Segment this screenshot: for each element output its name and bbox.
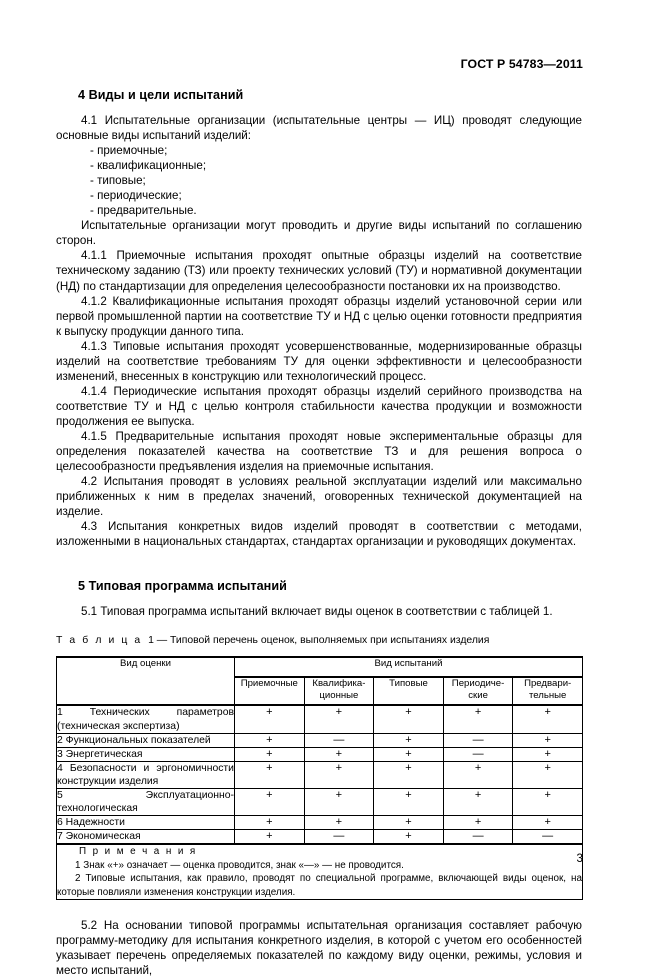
- list-item: - периодические;: [90, 189, 182, 203]
- row-mark: +: [443, 816, 513, 830]
- table-caption: [56, 634, 582, 648]
- row-mark: +: [374, 705, 444, 733]
- notes-title: П р и м е ч а н и я: [79, 846, 198, 858]
- table-header-periodic: Периодиче- ские: [443, 677, 513, 705]
- row-mark: —: [443, 733, 513, 747]
- list-item: - квалификационные;: [90, 159, 207, 173]
- section-5-title: 5 Типовая программа испытаний: [78, 579, 287, 594]
- row-mark: +: [374, 761, 444, 788]
- row-mark: +: [374, 747, 444, 761]
- paragraph-4-1-2: 4.1.2 Квалификационные испытания проходят образцы изделий установочной серии или первой промышленной партии на соответствие ТУ и НД с целью оценки готовности предприятия к выпуску продукции данного типа.: [56, 294, 582, 338]
- row-mark: +: [304, 816, 374, 830]
- row-mark: +: [304, 761, 374, 788]
- row-mark: +: [304, 705, 374, 733]
- running-header: ГОСТ Р 54783—2011: [460, 57, 583, 71]
- row-mark: +: [235, 705, 305, 733]
- page-number: 3: [576, 852, 583, 865]
- table-header-row-1: [57, 657, 583, 677]
- table-caption-text: — Типовой перечень оценок, выполняемых при испытаниях изделия: [156, 635, 490, 647]
- row-mark: +: [235, 816, 305, 830]
- paragraph-other-tests: Испытательные организации могут проводить и другие виды испытаний по соглашению сторон.: [56, 219, 582, 248]
- row-mark: +: [443, 705, 513, 733]
- row-mark: —: [304, 733, 374, 747]
- row-mark: +: [304, 747, 374, 761]
- table-header-qualification: Квалифика- ционные: [304, 677, 374, 705]
- row-mark: +: [235, 788, 305, 815]
- row-label: 3 Энергетическая: [57, 747, 235, 761]
- paragraph-5-1: 5.1 Типовая программа испытаний включает виды оценок в соответствии с таблицей 1.: [81, 605, 553, 619]
- paragraph-4-3: 4.3 Испытания конкретных видов изделий проводят в соответствии с методами, изложенными в национальных стандартах, стандартах организации и руководящих документах.: [56, 520, 582, 549]
- row-mark: +: [374, 788, 444, 815]
- row-label: 2 Функциональных показателей: [57, 733, 235, 747]
- table-row: [57, 830, 583, 845]
- paragraph-4-1-1: 4.1.1 Приемочные испытания проходят опытные образцы изделий на соответствие техническому заданию (ТЗ) или проекту технических условий (ТУ) и нормативной документации (НД) по стандартизации для определения целесообразности постановки их на производство.: [56, 249, 582, 293]
- list-item: - приемочные;: [90, 144, 168, 158]
- table-caption-number: 1: [148, 635, 154, 647]
- assessment-types-table: [56, 656, 583, 900]
- table-row: [57, 747, 583, 761]
- row-mark: +: [513, 747, 583, 761]
- table-body: [57, 705, 583, 899]
- note-item: 1 Знак «+» означает — оценка проводится, знак «—» — не проводится.: [75, 859, 404, 871]
- row-label: 6 Надежности: [57, 816, 235, 830]
- row-mark: +: [513, 761, 583, 788]
- row-mark: —: [513, 830, 583, 845]
- row-mark: +: [513, 705, 583, 733]
- row-mark: —: [443, 830, 513, 845]
- row-mark: +: [374, 816, 444, 830]
- table-caption-label: Т а б л и ц а: [56, 635, 143, 647]
- row-mark: +: [235, 761, 305, 788]
- row-label: 4 Безопасности и эргономичности конструкции изделия: [57, 762, 234, 787]
- table-header-assessment-type: Вид оценки: [57, 657, 235, 705]
- row-mark: +: [304, 788, 374, 815]
- list-item: - предварительные.: [90, 204, 197, 218]
- table-row: [57, 705, 583, 733]
- paragraph-4-2: 4.2 Испытания проводят в условиях реальной эксплуатации изделий или максимально приближенных к ним в пределах значений, оговоренных технической документацией на изделие.: [56, 475, 582, 519]
- row-label: 1 Технических параметров (техническая экспертиза): [57, 707, 234, 732]
- table-header-acceptance: Приемочные: [235, 677, 305, 705]
- paragraph-4-1-4: 4.1.4 Периодические испытания проходят образцы изделий серийного производства на соответствие ТУ и НД с целью контроля стабильности качества продукции и возможности продолжения ее выпуска.: [56, 384, 582, 428]
- row-mark: +: [235, 733, 305, 747]
- paragraph-5-2: 5.2 На основании типовой программы испытательная организация составляет рабочую программу-методику для испытания конкретного изделия, в которой с учетом его особенностей указывает перечень определяемых показателей по каждому виду оценки, режимы, условия и место испытаний,: [56, 918, 582, 978]
- row-mark: +: [513, 816, 583, 830]
- row-mark: +: [235, 747, 305, 761]
- table-notes-cell: [57, 844, 583, 899]
- table-header-type: Типовые: [374, 677, 444, 705]
- row-mark: +: [513, 788, 583, 815]
- table-row: [57, 761, 583, 788]
- row-mark: +: [235, 830, 305, 845]
- row-mark: +: [374, 733, 444, 747]
- row-mark: +: [513, 733, 583, 747]
- table-header-preliminary: Предвари- тельные: [513, 677, 583, 705]
- table-notes-row: [57, 844, 583, 899]
- note-item: 2 Типовые испытания, как правило, проводят по специальной программе, включающей виды оценок, на которые повлияли изменения конструкции изделия.: [57, 873, 582, 898]
- paragraph-4-1: 4.1 Испытательные организации (испытательные центры — ИЦ) проводят следующие основные виды испытаний изделий:: [56, 114, 582, 143]
- section-4-title: 4 Виды и цели испытаний: [78, 88, 244, 102]
- page-content: [56, 88, 582, 978]
- row-label: 7 Экономическая: [57, 830, 235, 845]
- row-label: 5 Эксплуатационно-технологическая: [57, 789, 234, 815]
- table-row: [57, 816, 583, 830]
- row-mark: —: [304, 830, 374, 845]
- list-item: - типовые;: [90, 174, 146, 188]
- table-row: [57, 788, 583, 815]
- row-mark: +: [443, 788, 513, 815]
- paragraph-4-1-5: 4.1.5 Предварительные испытания проходят новые экспериментальные образцы для определения показателей качества на соответствие ТЗ и для решения вопроса о целесообразности предъявления изделия на приемочные испытания.: [56, 429, 582, 474]
- paragraph-4-1-3: 4.1.3 Типовые испытания проходят усовершенствованные, модернизированные образцы изделий на соответствие требованиям ТУ для оценки эффективности и целесообразности изменений, внесенных в конструкцию или технологический процесс.: [56, 339, 582, 383]
- row-mark: —: [443, 747, 513, 761]
- row-mark: +: [374, 830, 444, 845]
- test-types-list: [56, 143, 582, 218]
- row-mark: +: [443, 761, 513, 788]
- table-head: [57, 657, 583, 705]
- table-row: [57, 733, 583, 747]
- table-header-test-types-group: Вид испытаний: [235, 657, 583, 677]
